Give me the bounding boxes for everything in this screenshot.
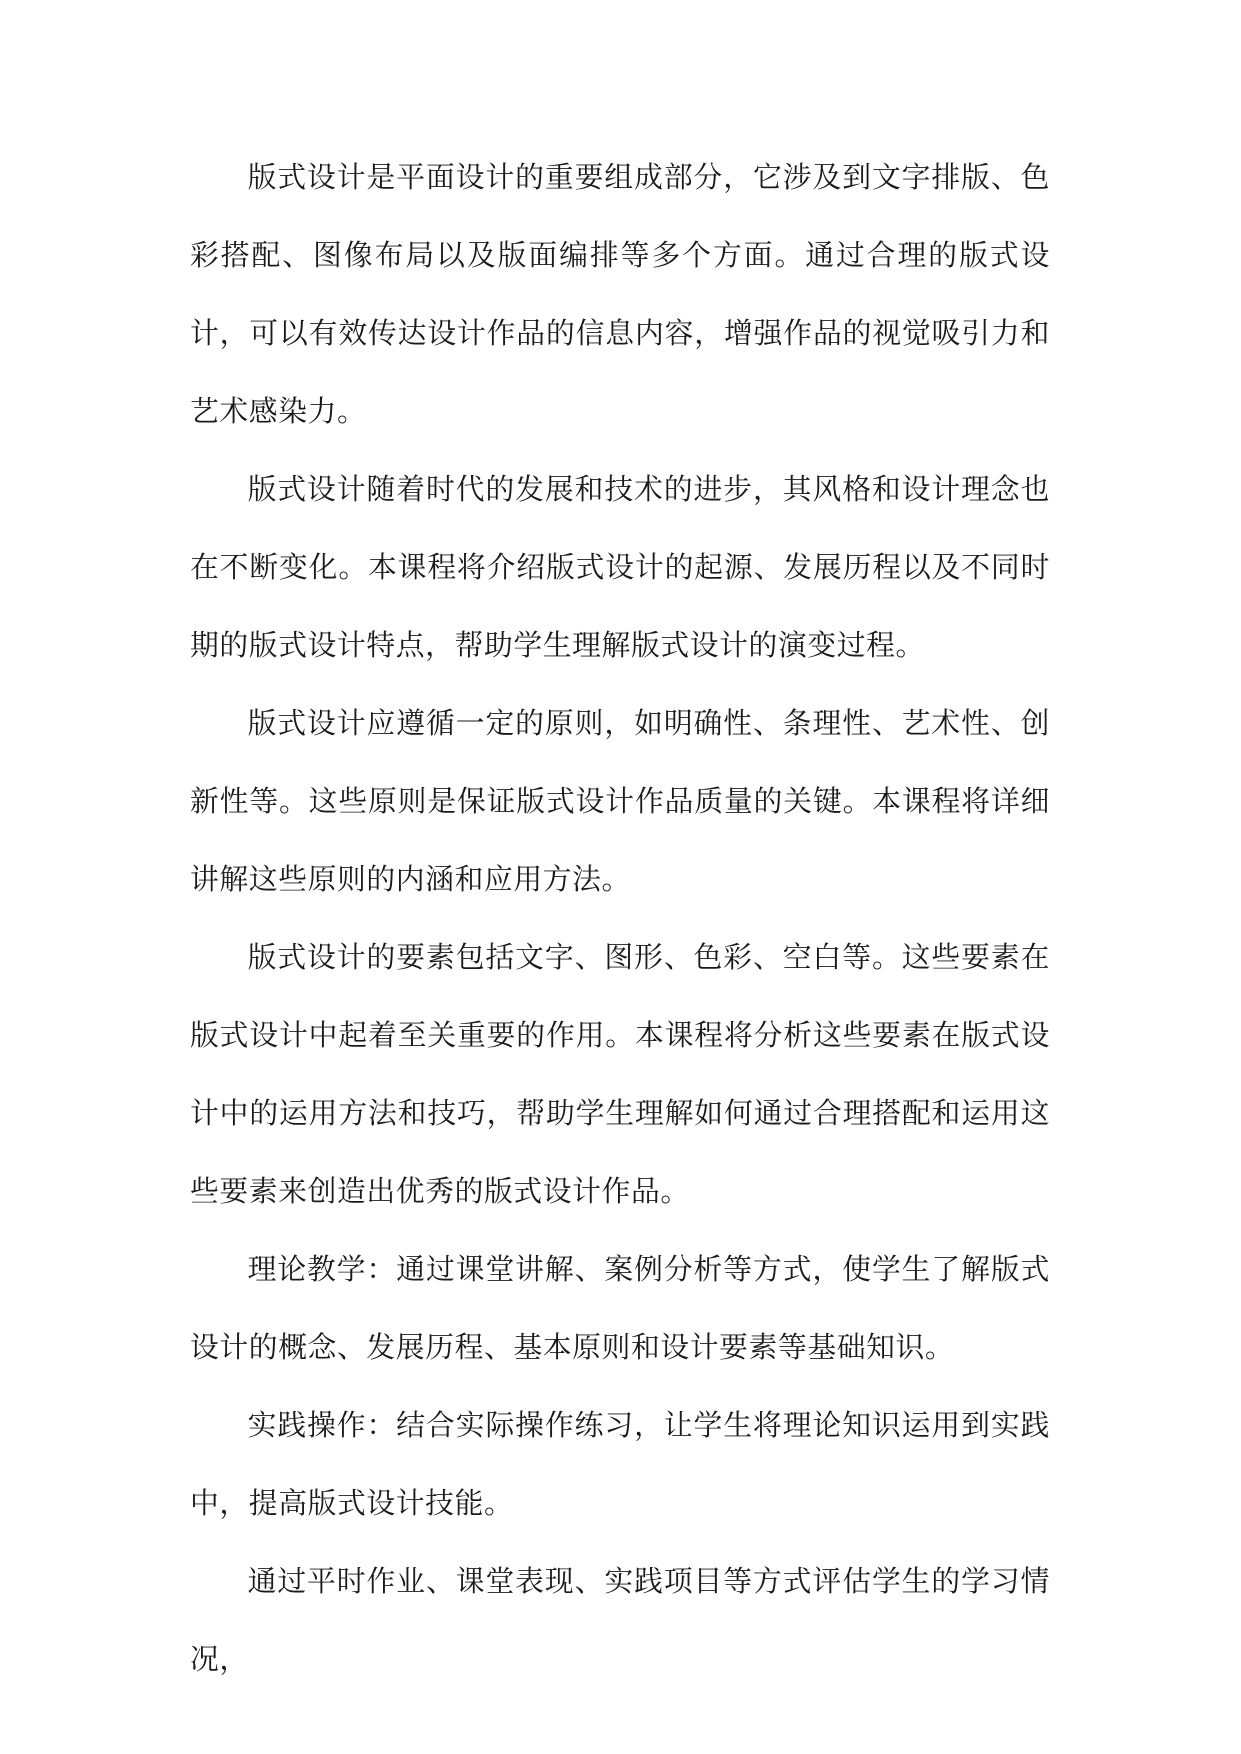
paragraph-intro: 版式设计是平面设计的重要组成部分，它涉及到文字排版、色彩搭配、图像布局以及版面编排等多个方面。通过合理的版式设计，可以有效传达设计作品的信息内容，增强作品的视觉吸引力和艺术感染力。 (190, 160, 1050, 428)
paragraph-theory-teaching: 理论教学：通过课堂讲解、案例分析等方式，使学生了解版式设计的概念、发展历程、基本原则和设计要素等基础知识。 (190, 1252, 1050, 1364)
paragraph-elements: 版式设计的要素包括文字、图形、色彩、空白等。这些要素在版式设计中起着至关重要的作用。本课程将分析这些要素在版式设计中的运用方法和技巧，帮助学生理解如何通过合理搭配和运用这些要素来创造出优秀的版式设计作品。 (190, 940, 1050, 1208)
paragraph-principles: 版式设计应遵循一定的原则，如明确性、条理性、艺术性、创新性等。这些原则是保证版式设计作品质量的关键。本课程将详细讲解这些原则的内涵和应用方法。 (190, 706, 1050, 896)
paragraph-history: 版式设计随着时代的发展和技术的进步，其风格和设计理念也在不断变化。本课程将介绍版式设计的起源、发展历程以及不同时期的版式设计特点，帮助学生理解版式设计的演变过程。 (190, 472, 1050, 662)
paragraph-assessment: 通过平时作业、课堂表现、实践项目等方式评估学生的学习情况， (190, 1564, 1050, 1676)
paragraph-practice: 实践操作：结合实际操作练习，让学生将理论知识运用到实践中，提高版式设计技能。 (190, 1408, 1050, 1520)
document-body (190, 138, 1050, 1698)
